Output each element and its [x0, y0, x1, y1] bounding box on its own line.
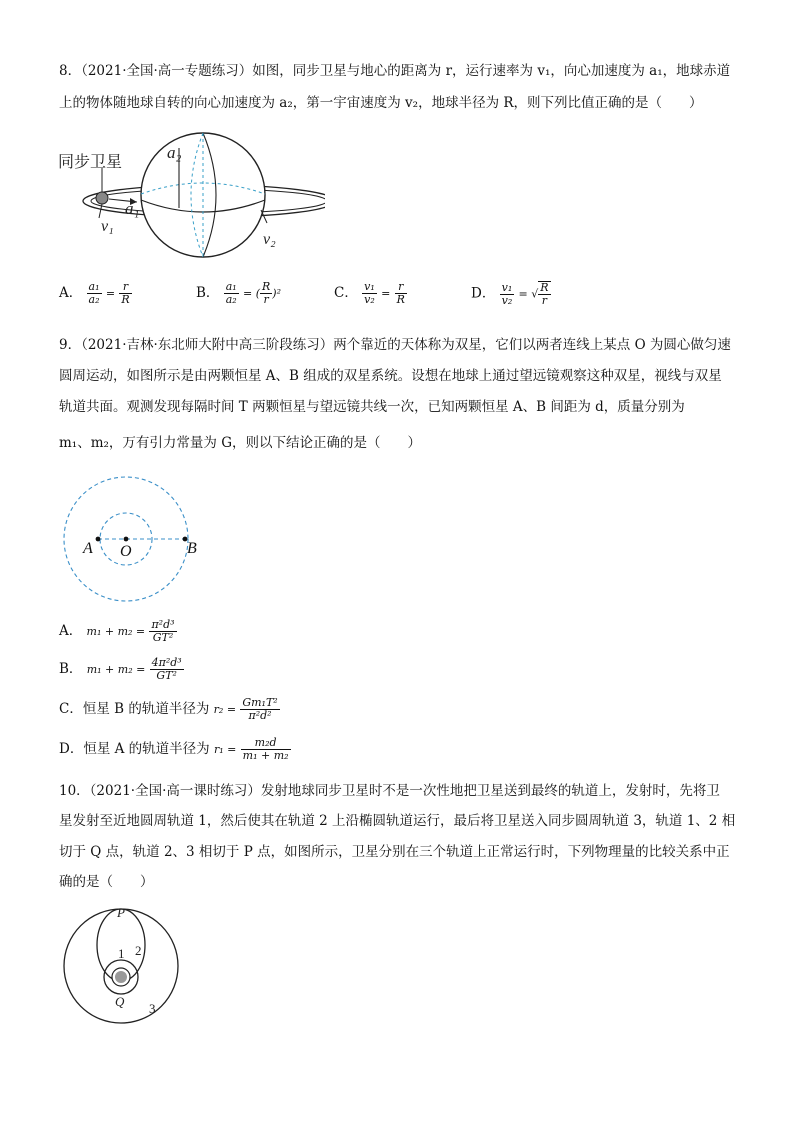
q9-label-b: B: [187, 540, 197, 557]
q10-text-line-4: 确的是（ ）: [59, 874, 154, 890]
q9-label-a: A: [83, 540, 93, 557]
q8-satellite-label: 同步卫星: [58, 154, 123, 171]
q10-label-p: P: [117, 905, 125, 920]
q8-label-a1: a₁: [125, 199, 140, 218]
q9-text-line-2: 圆周运动，如图所示是由两颗恒星 A、B 组成的双星系统。设想在地球上通过望远镜观察这种双星，视线与双星: [59, 368, 722, 384]
q9-text-line-4: m₁、m₂，万有引力常量为 G，则以下结论正确的是（ ）: [59, 435, 422, 451]
q9-binary-star-figure: [58, 475, 208, 610]
q8-label-v2: v₂: [263, 231, 276, 248]
q8-satellite-ball: [96, 192, 108, 204]
q8-text-line-2: 上的物体随地球自转的向心加速度为 a₂，第一宇宙速度为 v₂，地球半径为 R，则下列比值正确的是（ ）: [59, 95, 703, 111]
q9-text-line-1: 9．（2021·吉林·东北师大附中高三阶段练习）两个靠近的天体称为双星，它们以两者连线上某点 O 为圆心做匀速: [59, 337, 731, 353]
q10-label-q: Q: [115, 994, 125, 1009]
q10-orbit-transfer-figure: [60, 903, 185, 1028]
q10-text-line-2: 星发射至近地圆周轨道 1，然后使其在轨道 2 上沿椭圆轨道运行，最后将卫星送入同步圆周轨道 3，轨道 1、2 相: [59, 813, 736, 829]
q9-center-o: [124, 537, 129, 542]
q10-label-orbit-1: 1: [118, 946, 125, 961]
q9-option-d[interactable]: D．恒星 A 的轨道半径为 r₁ = $\frac{\text{m₂d}}{\text{m₁ + m₂}}$: [59, 736, 289, 762]
q10-earth-core: [115, 971, 127, 983]
q9-option-b[interactable]: B． m₁ + m₂ = $\frac{\text{4π²d³}}{\text{GT²}}$: [59, 656, 182, 682]
q8-option-a[interactable]: A． $\frac{\text{a₁}}{\text{a₂}}$ = $\frac{r}{R}$: [59, 280, 130, 306]
q9-option-a[interactable]: A． m₁ + m₂ = $\frac{\text{π²d³}}{\text{GT²}}$: [59, 618, 175, 644]
q9-label-o: O: [120, 543, 132, 560]
q8-label-v1: v₁: [101, 218, 114, 235]
q8-option-c[interactable]: C． $\frac{\text{v₁}}{\text{v₂}}$ = $\frac{r}{R}$: [334, 280, 405, 306]
q9-option-c[interactable]: C．恒星 B 的轨道半径为 r₂ = $\frac{\text{Gm₁T²}}{\text{π²d²}}$: [59, 696, 278, 722]
q8-option-d[interactable]: D． $\frac{\text{v₁}}{\text{v₂}}$ = √ $\frac{R}{r}$: [471, 280, 549, 307]
q9-star-a: [96, 537, 101, 542]
q8-label-a2: a₂: [167, 143, 182, 162]
q8-text-line-1: 8．（2021·全国·高一专题练习）如图，同步卫星与地心的距离为 r，运行速率为 v₁，向心加速度为 a₁，地球赤道: [59, 63, 731, 79]
q10-label-orbit-2: 2: [135, 943, 142, 958]
q10-text-line-3: 切于 Q 点，轨道 2、3 相切于 P 点，如图所示，卫星分别在三个轨道上正常运行时，下列物理量的比较关系中正: [59, 844, 730, 860]
q9-text-line-3: 轨道共面。观测发现每隔时间 T 两颗恒星与望远镜共线一次，已知两颗恒星 A、B 间距为 d，质量分别为: [59, 399, 685, 415]
q8-earth-satellite-figure: [55, 128, 325, 258]
q8-option-b[interactable]: B． $\frac{\text{a₁}}{\text{a₂}}$ = ( $\frac{R}{r}$ )²: [196, 280, 281, 306]
q10-label-orbit-3: 3: [149, 1001, 156, 1016]
q10-text-line-1: 10．（2021·全国·高一课时练习）发射地球同步卫星时不是一次性地把卫星送到最终的轨道上，发射时，先将卫: [59, 783, 720, 799]
